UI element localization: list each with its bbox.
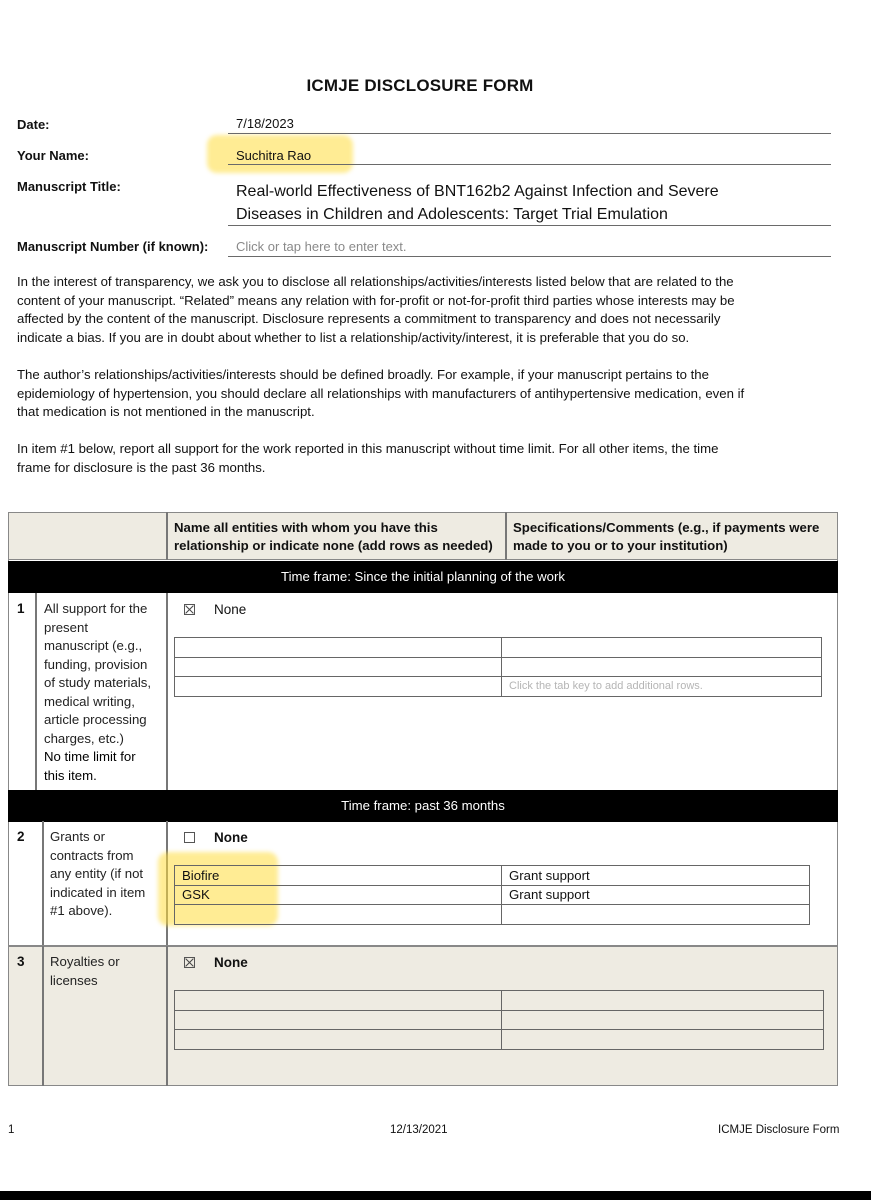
table-row [175,905,810,925]
entity-cell[interactable]: Biofire [175,866,502,886]
divider [42,946,44,1086]
table-row [175,638,822,658]
intro-paragraph-2 [17,366,817,422]
divider [166,512,168,560]
para-line: The author’s relationships/activities/interests should be defined broadly. For example, if your manuscript pertains to the [17,367,709,382]
footer-title: ICMJE Disclosure Form [718,1124,840,1136]
entity-cell[interactable] [175,905,502,925]
item-2-entries-table [174,865,810,925]
name-label: Your Name: [17,148,89,163]
divider [166,593,168,791]
para-line: that medication is not mentioned in the manuscript. [17,404,315,419]
item-2-none-option[interactable] [184,830,248,845]
item-1-number: 1 [17,601,25,616]
manuscript-title-line1: Real-world Effectiveness of BNT162b2 Against Infection and Severe [236,183,719,200]
none-label: None [214,830,248,845]
date-field[interactable]: 7/18/2023 [228,116,831,134]
para-line: epidemiology of hypertension, you should declare all relationships with manufacturers of antihypertensive medication, even if [17,385,745,401]
desc-line: indicated in item [50,884,146,900]
table-row [175,1030,824,1050]
intro-paragraph-3 [17,440,817,477]
desc-line: any entity (if not [50,866,144,881]
footer-date: 12/13/2021 [390,1124,448,1136]
desc-line: Grants or [50,829,105,844]
manuscript-title-line2: Diseases in Children and Adolescents: Target Trial Emulation [236,206,668,223]
timeframe-past36-band: Time frame: past 36 months [8,790,838,822]
entity-cell[interactable] [175,1030,502,1050]
item-2-description [50,828,164,921]
header-text: Name all entities with whom you have this [174,520,438,535]
entity-cell[interactable] [175,638,502,658]
entity-cell[interactable] [175,991,502,1011]
para-line: affected by the content of the manuscript. Disclosure represents a commitment to transparency and does not necessarily [17,311,721,326]
item-2-number: 2 [17,829,25,844]
header-comments [513,519,838,555]
header-entities [174,519,504,555]
desc-line: All support for the [44,601,148,616]
bottom-bar [0,1191,871,1200]
comment-cell-hint[interactable]: Click the tab key to add additional rows. [502,677,822,697]
desc-line: funding, provision [44,656,148,672]
comment-cell[interactable] [502,638,822,658]
item-3-entries-table [174,990,824,1050]
desc-line: Royalties or [50,954,120,969]
entity-cell[interactable] [175,1010,502,1030]
comment-cell[interactable]: Grant support [502,885,810,905]
desc-line: of study materials, [44,675,152,690]
comment-cell[interactable] [502,1010,824,1030]
manuscript-number-field[interactable]: Click or tap here to enter text. [228,239,831,257]
desc-line: licenses [50,972,98,988]
footer-page-number: 1 [8,1124,15,1136]
table-row [175,885,810,905]
desc-line: contracts from [50,847,134,863]
comment-cell[interactable] [502,1030,824,1050]
manuscript-number-label: Manuscript Number (if known): [17,239,209,254]
form-title: ICMJE DISCLOSURE FORM [306,76,534,95]
desc-line: #1 above). [50,903,113,918]
header-text: relationship or indicate none (add rows as needed) [174,538,493,553]
para-line: In item #1 below, report all support for the work reported in this manuscript without time limit. For all other items, the time [17,441,719,456]
desc-line: manuscript (e.g., [44,638,143,653]
item-3-description [50,953,164,990]
para-line: In the interest of transparency, we ask you to disclose all relationships/activities/interests listed below that are related to the [17,274,734,289]
manuscript-title-label: Manuscript Title: [17,179,121,194]
comment-cell[interactable] [502,991,824,1011]
divider [35,593,37,791]
desc-line-bold: this item. [44,767,97,783]
entity-cell[interactable] [175,657,502,677]
unchecked-checkbox-icon[interactable] [184,832,195,843]
item-1-none-option[interactable] [184,602,246,617]
divider [42,821,44,947]
intro-paragraph-1 [17,273,817,347]
divider [505,512,507,560]
none-label: None [214,955,248,970]
desc-line: charges, etc.) [44,730,124,746]
checked-checkbox-icon[interactable] [184,957,195,968]
table-row [175,1010,824,1030]
para-line: indicate a bias. If you are in doubt about whether to list a relationship/activity/interest, it is preferable that you do so. [17,329,690,345]
header-text: made to you or to your institution) [513,538,728,553]
item-1-entries-table [174,637,822,697]
desc-line: article processing [44,712,147,727]
table-row [175,657,822,677]
divider [166,946,168,1086]
comment-cell[interactable] [502,905,810,925]
para-line: frame for disclosure is the past 36 months. [17,459,266,475]
header-text: Specifications/Comments (e.g., if payments were [513,520,820,535]
none-label: None [214,602,247,617]
timeframe-initial-band: Time frame: Since the initial planning of the work [8,561,838,593]
desc-line-bold: No time limit for [44,749,136,764]
table-row [175,991,824,1011]
para-line: content of your manuscript. “Related” means any relation with for-profit or not-for-profit third parties whose interests may be [17,292,735,308]
item-3-number: 3 [17,954,25,969]
checked-checkbox-icon[interactable] [184,604,195,615]
comment-cell[interactable] [502,657,822,677]
entity-cell[interactable]: GSK [175,885,502,905]
comment-cell[interactable]: Grant support [502,866,810,886]
manuscript-title-field[interactable] [228,180,831,226]
table-row [175,677,822,697]
desc-line: present [44,619,88,635]
name-field[interactable]: Suchitra Rao [228,148,831,165]
item-3-none-option[interactable] [184,955,248,970]
desc-line: medical writing, [44,693,135,709]
table-row [175,866,810,886]
item-1-description [44,600,164,785]
entity-cell[interactable] [175,677,502,697]
date-label: Date: [17,117,50,132]
